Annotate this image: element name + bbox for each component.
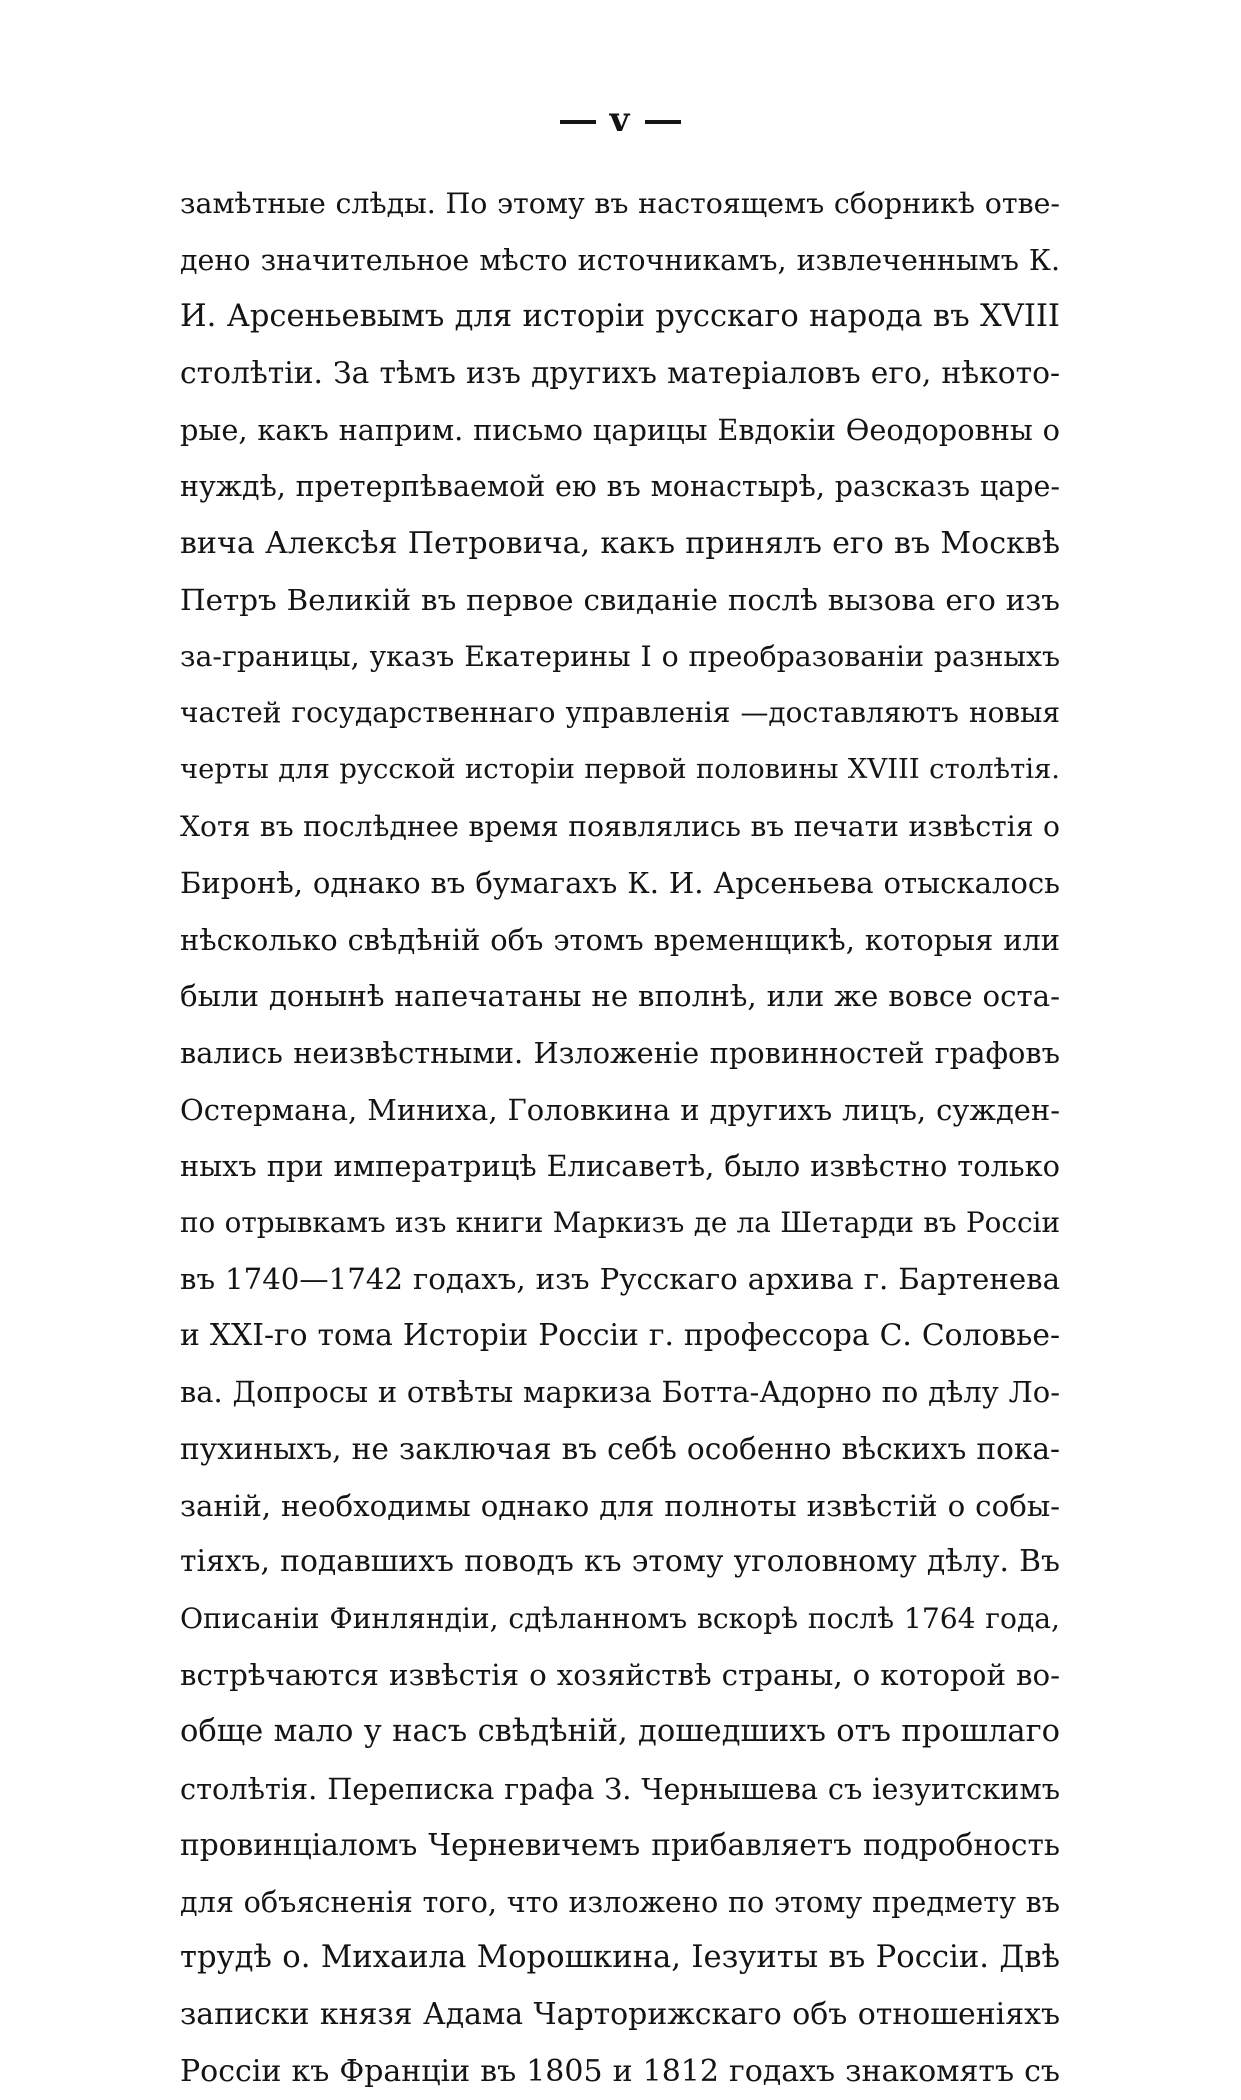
text-line: столѣтія. Переписка графа З. Чернышева съ іезуитскимъ	[180, 1771, 1060, 1806]
text-line: частей государственнаго управленія —доставляютъ новыя	[180, 696, 1060, 730]
dash-left	[560, 120, 596, 124]
text-line: по отрывкамъ изъ книги Маркизъ де ла Шетарди въ Россіи	[180, 1205, 1060, 1239]
text-line: трудѣ о. Михаила Морошкина, Іезуиты въ Россіи. Двѣ	[180, 1940, 1060, 1976]
text-line: нуждѣ, претерпѣваемой ею въ монастырѣ, разсказъ царе-	[180, 469, 1060, 503]
text-line: ва. Допросы и отвѣты маркиза Ботта-Адорно по дѣлу Ло-	[180, 1375, 1060, 1410]
text-line: Россіи къ Франціи въ 1805 и 1812 годахъ знакомятъ съ	[180, 2053, 1060, 2089]
text-line: черты для русской исторіи первой половины XVIII столѣтія.	[180, 753, 1060, 785]
text-line: Петръ Великій въ первое свиданіе послѣ вызова его изъ	[180, 583, 1060, 618]
text-line: пухиныхъ, не заключая въ себѣ особенно вѣскихъ пока-	[180, 1432, 1060, 1467]
text-line: вались неизвѣстными. Изложеніе провинностей графовъ	[180, 1035, 1060, 1070]
text-line: за-границы, указъ Екатерины I о преобразованіи разныхъ	[180, 639, 1060, 673]
text-line: нѣсколько свѣдѣній объ этомъ временщикѣ, которыя или	[180, 922, 1060, 957]
page-number	[0, 100, 1241, 140]
text-line: для объясненія того, что изложено по этому предмету въ	[180, 1884, 1060, 1919]
text-line: Хотя въ послѣднее время появлялись въ печати извѣстія о	[180, 809, 1060, 843]
text-line: столѣтіи. За тѣмъ изъ другихъ матеріаловъ его, нѣкото-	[180, 355, 1060, 391]
text-line: обще мало у насъ свѣдѣній, дошедшихъ отъ прошлаго	[180, 1714, 1060, 1750]
text-line: Биронѣ, однако въ бумагахъ К. И. Арсеньева отыскалось	[180, 866, 1060, 901]
text-line: Описаніи Финляндіи, сдѣланномъ вскорѣ послѣ 1764 года,	[180, 1601, 1060, 1635]
page-number-value: v	[609, 100, 632, 140]
text-line: записки князя Адама Чарторижскаго объ отношеніяхъ	[180, 1997, 1060, 2032]
dash-right	[645, 120, 681, 124]
text-line: Остермана, Миниха, Головкина и другихъ лицъ, сужден-	[180, 1092, 1060, 1127]
text-line: И. Арсеньевымъ для исторіи русскаго народа въ XVIII	[180, 299, 1060, 335]
text-line: встрѣчаются извѣстія о хозяйствѣ страны, о которой во-	[180, 1658, 1060, 1693]
text-line: рые, какъ наприм. письмо царицы Евдокіи Ѳеодоровны о	[180, 413, 1060, 448]
text-line: заній, необходимы однако для полноты извѣстій о собы-	[180, 1488, 1060, 1523]
text-line: и XXI-го тома Исторіи Россіи г. профессора С. Соловье-	[180, 1317, 1060, 1353]
body-text	[180, 176, 1060, 2100]
text-line: провинціаломъ Черневичемъ прибавляетъ подробность	[180, 1828, 1060, 1863]
text-line: въ 1740—1742 годахъ, изъ Русскаго архива г. Бартенева	[180, 1262, 1060, 1297]
text-line: были донынѣ напечатаны не вполнѣ, или же вовсе оста-	[180, 979, 1060, 1014]
text-line: замѣтные слѣды. По этому въ настоящемъ сборникѣ отве-	[180, 187, 1060, 220]
text-line: ныхъ при императрицѣ Елисаветѣ, было извѣстно только	[180, 1149, 1060, 1184]
text-line: вича Алексѣя Петровича, какъ принялъ его въ Москвѣ	[180, 525, 1060, 561]
text-line: дено значительное мѣсто источникамъ, извлеченнымъ К.	[180, 243, 1060, 277]
text-line: тіяхъ, подавшихъ поводъ къ этому уголовному дѣлу. Въ	[180, 1544, 1060, 1580]
